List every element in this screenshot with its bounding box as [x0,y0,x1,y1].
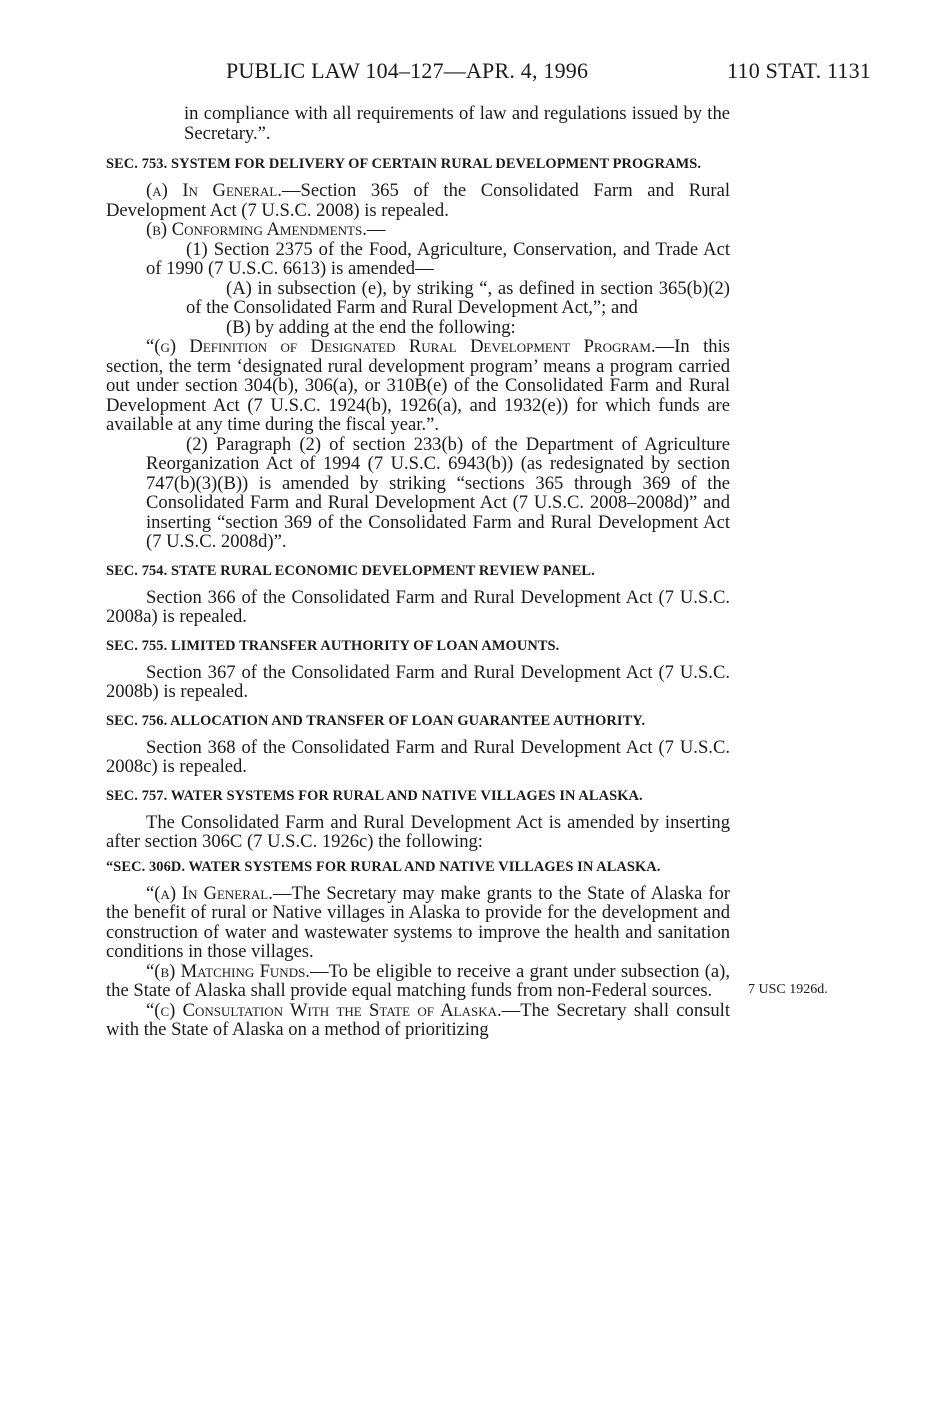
section-306d-a-text: —The Secretary may make grants to the State of Alaska for the benefit of rural or Native villages in Alaska to provide for the development and construction of water and wastewater systems to improve the health and sanitation conditions in those villages. [106,882,730,962]
paragraph-b2: (2) Paragraph (2) of section 233(b) of the Department of Agriculture Reorganization Act of 1994 (7 U.S.C. 6943(b)) (as redesignated by section 747(b)(3)(B)) is amended by striking “sections 365 through 369 of the Consolidated Farm and Rural Development Act (7 U.S.C. 2008–2008d)” and inserting “section 369 of the Consolidated Farm and Rural Development Act (7 U.S.C. 2008d)”. [146,433,730,552]
section-757-heading: SEC. 757. WATER SYSTEMS FOR RURAL AND NATIVE VILLAGES IN ALASKA. [106,787,643,804]
section-757-text: The Consolidated Farm and Rural Development Act is amended by inserting after section 306C (7 U.S.C. 1926c) the following: [106,811,730,852]
section-753-subsection-a [106,181,730,220]
subsection-a-text: —Section 365 of the Consolidated Farm and Rural Development Act (7 U.S.C. 2008) is repealed. [106,180,731,221]
paragraph-b1: (1) Section 2375 of the Food, Agriculture, Conservation, and Trade Act of 1990 (7 U.S.C. 6613) is amended— [146,238,730,279]
section-754-text: Section 366 of the Consolidated Farm and Rural Development Act (7 U.S.C. 2008a) is repealed. [106,586,730,627]
section-306d-c-text: —The Secretary shall consult with the State of Alaska on a method of prioritizing [106,999,730,1040]
subsection-a-heading: (a) In General. [146,180,282,201]
document-body [106,104,730,1040]
running-header-title: PUBLIC LAW 104–127—APR. 4, 1996 [226,58,589,83]
subsection-b-text: — [366,219,386,240]
section-753-heading: SEC. 753. SYSTEM FOR DELIVERY OF CERTAIN RURAL DEVELOPMENT PROGRAMS. [106,156,702,172]
running-header-page-number: 110 STAT. 1131 [727,58,871,83]
continuation-paragraph: in compliance with all requirements of law and regulations issued by the Secretary.”. [184,103,730,144]
section-306d-b-heading: “(b) Matching Funds. [146,960,310,982]
inserted-subsection-g [106,337,730,435]
margin-citation-note: 7 USC 1926d. [748,982,828,997]
subsection-g-heading: “(g) Definition of Designated Rural Development Program. [146,336,656,357]
subsection-g-text: —In this section, the term ‘designated rural development program’ means a program carried out under section 304(b), 306(a), or 310B(e) of the Consolidated Farm and Rural Development Act (7 U.S.C. 1924(b), 1926(a), and 1932(e)) for which funds are available at any time during the fiscal year.”. [106,336,730,435]
section-306d-subsection-a [106,884,730,962]
section-756-text: Section 368 of the Consolidated Farm and Rural Development Act (7 U.S.C. 2008c) is repealed. [106,736,730,777]
section-754-heading: SEC. 754. STATE RURAL ECONOMIC DEVELOPMENT REVIEW PANEL. [106,562,595,579]
section-306d-subsection-b [106,962,730,1001]
section-753-subsection-b [106,220,730,240]
subsection-b-heading: (b) Conforming Amendments. [146,219,367,240]
section-306d-heading: “SEC. 306D. WATER SYSTEMS FOR RURAL AND NATIVE VILLAGES IN ALASKA. [106,858,661,875]
subparagraph-b1A: (A) in subsection (e), by striking “, as defined in section 365(b)(2) of the Consolidated Farm and Rural Development Act,”; and [186,277,730,318]
section-755-heading: SEC. 755. LIMITED TRANSFER AUTHORITY OF LOAN AMOUNTS. [106,637,560,654]
subparagraph-b1B: (B) by adding at the end the following: [226,316,516,338]
section-755-text: Section 367 of the Consolidated Farm and Rural Development Act (7 U.S.C. 2008b) is repealed. [106,661,730,702]
section-306d-c-heading: “(c) Consultation With the State of Alaska. [146,999,502,1021]
section-306d-b-text: —To be eligible to receive a grant under subsection (a), the State of Alaska shall provide equal matching funds from non-Federal sources. [106,960,730,1001]
section-756-heading: SEC. 756. ALLOCATION AND TRANSFER OF LOAN GUARANTEE AUTHORITY. [106,712,646,729]
section-306d-a-heading: “(a) In General. [146,882,273,904]
section-306d-subsection-c [106,1001,730,1040]
